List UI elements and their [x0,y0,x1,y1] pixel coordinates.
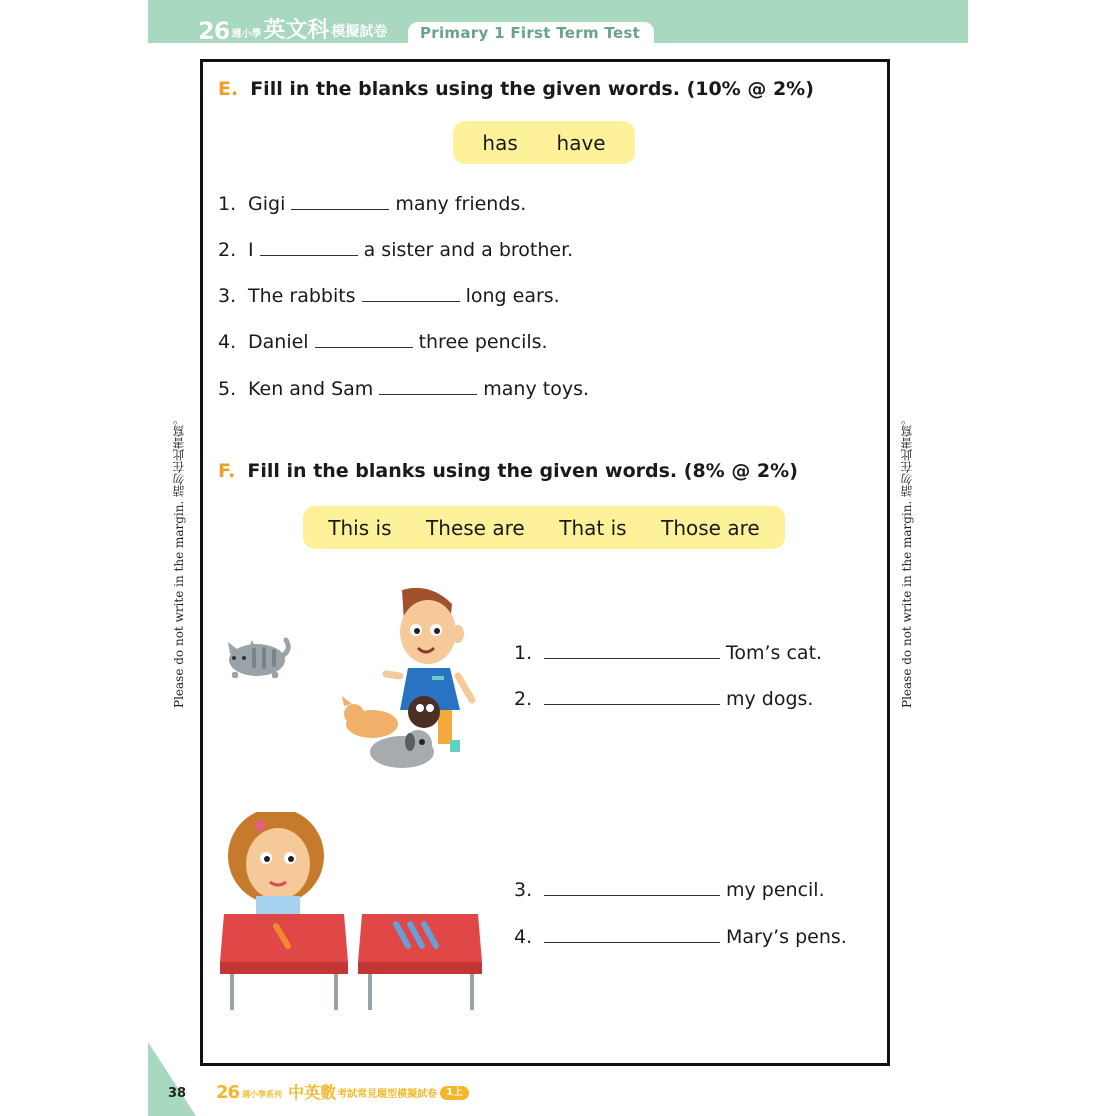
word-bank-item: That is [559,515,627,540]
word-bank-item: Those are [661,515,760,540]
brand-type: 模擬試卷 [331,24,388,40]
question-number: 2. [218,239,237,261]
footer-grade-badge: 1上 [440,1086,469,1100]
section-e-question [218,331,548,353]
footer-series [216,1082,469,1102]
question-number: 3. [514,879,533,901]
section-f-question [514,642,822,664]
section-f-instruction: Fill in the blanks using the given words. (8% @ 2%) [247,460,798,482]
question-text-before: Ken and Sam [248,378,374,400]
word-bank-item: have [556,130,606,155]
section-e-question [218,239,573,261]
section-f-question [514,879,825,901]
word-bank-item: This is [328,515,392,540]
question-number: 5. [218,378,237,400]
footer-subjects: 中英數 [288,1083,337,1102]
answer-blank[interactable] [362,287,460,302]
section-e-instruction: Fill in the blanks using the given words. (10% @ 2%) [250,78,814,100]
answer-blank[interactable] [379,380,477,395]
question-number: 2. [514,688,533,710]
section-f-question [514,926,847,948]
section-e-question [218,193,526,215]
question-number: 4. [218,331,237,353]
question-text-after: my dogs. [726,688,814,710]
page-number: 38 [168,1086,187,1101]
word-bank-item: These are [426,515,525,540]
header-tab-title: Primary 1 First Term Test [408,22,654,43]
section-e-title [218,78,814,100]
answer-blank[interactable] [544,881,720,896]
question-text-after: Tom’s cat. [726,642,823,664]
question-text-before: The rabbits [248,285,356,307]
word-bank-item: has [482,130,518,155]
margin-note-right: Please do not write in the margin. 請勿在此書寫。 [900,412,914,708]
question-text-before: I [248,239,254,261]
question-text-before: Gigi [248,193,286,215]
section-e-question [218,285,560,307]
question-text-after: Mary’s pens. [726,926,847,948]
question-text-after: a sister and a brother. [363,239,574,261]
question-text-after: many friends. [395,193,527,215]
section-f-title [218,460,798,482]
question-text-after: my pencil. [726,879,825,901]
answer-blank[interactable] [260,241,358,256]
section-f-word-bank [303,506,785,549]
footer-series-title: 考試常見題型模擬試卷 [337,1089,438,1100]
cat-illustration [222,632,292,680]
footer-series-name: 週小學系列 [242,1090,283,1099]
margin-note-left: Please do not write in the margin. 請勿在此書寫。 [172,412,186,708]
footer-logo: 26 [216,1082,240,1103]
question-number: 4. [514,926,533,948]
answer-blank[interactable] [544,644,720,659]
section-f-question [514,688,813,710]
question-text-before: Daniel [248,331,309,353]
question-text-after: many toys. [483,378,590,400]
answer-blank[interactable] [544,928,720,943]
question-number: 3. [218,285,237,307]
question-number: 1. [514,642,533,664]
girl-with-desks-illustration [216,812,488,1018]
section-e-question [218,378,589,400]
brand-logo: 26 [198,17,230,45]
question-number: 1. [218,193,237,215]
question-text-after: long ears. [465,285,560,307]
boy-with-dogs-illustration [338,584,488,774]
question-text-after: three pencils. [418,331,548,353]
answer-blank[interactable] [544,690,720,705]
answer-blank[interactable] [315,333,413,348]
brand-subject: 英文科 [263,18,330,43]
answer-blank[interactable] [291,195,389,210]
section-e-letter: E. [218,78,239,100]
section-e-word-bank [453,121,635,164]
section-f-letter: F. [218,460,236,482]
header-brand [198,17,388,45]
brand-series: 週小學 [231,29,262,40]
footer-corner-triangle [148,1042,196,1116]
